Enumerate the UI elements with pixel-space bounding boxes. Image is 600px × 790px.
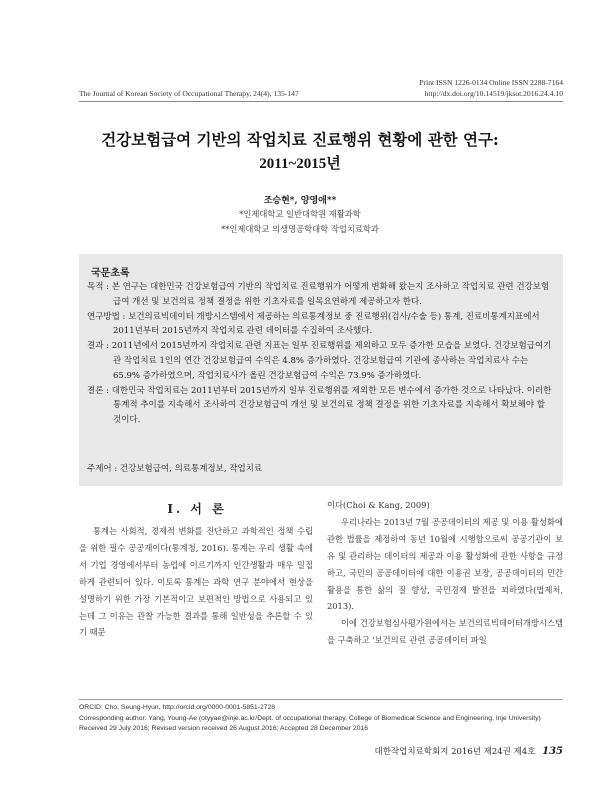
footnote-rule [79, 699, 563, 700]
body-paragraph: 우리나라는 2013년 7월 공공데이터의 제공 및 이용 활성화에 관한 법률을 제정하여 동년 10월에 시행함으로써 공공기관이 보유 및 관리하는 데이터의 제공과 이용 활성화에 관한 사항을 규정하고, 국민의 공공데이터에 대한 이용권 보장, 공공데이터의 민간 활용을 통한 삶의 질 향상, 국민경제 발전을 꾀하였다(법제처, 2013). [327, 516, 563, 612]
abstract-body [87, 280, 553, 428]
abstract-conclusion: 결론 : 대한민국 작업치료는 2011년부터 2015년까지 일부 진료행위를 제외한 모든 변수에서 증가한 것으로 나타났다. 이러한 통계적 추이를 지속해서 조사하여 건강보험급여 개선 및 보건의료 정책 결정을 위한 기초자료를 지속해서 확보해야 할 것이다. [87, 385, 552, 426]
body-paragraph: 통계는 사회적, 경제적 변화를 진단하고 과학적인 정책 수립을 위한 필수 공공재이다(통계청, 2016). 통계는 우리 생활 속에서 기업 경영에서부터 농업에 이르기까지 인간생활과 매우 밀접하게 관련되어 있다. 이토록 통계는 과학 연구 분야에서 현상을 설명하기 위한 가장 기본적이고 보편적인 방법으로 사용되고 있는데 그 이유는 관찰 가능한 결과를 통해 일반성을 추론할 수 있기 때문 [79, 526, 313, 638]
issn-line: Print ISSN 1226-0134 Online ISSN 2288-7164 [419, 78, 563, 87]
footnotes [79, 703, 563, 735]
abstract-methods: 연구방법 : 보건의료빅데이터 개방시스템에서 제공하는 의료통계정보 중 진료행위(검사/수술 등) 통계, 진료비통계지표에서 2011년부터 2015년까지 작업치료 관련 데이터를 수집하여 조사했다. [87, 311, 540, 337]
author-names: 조승현*, 양영애** [263, 196, 337, 206]
keywords: 주제어 : 건강보험급여, 의료통계정보, 작업치료 [87, 464, 263, 474]
corresponding-author-note: Corresponding author: Yang, Young-Ae (otyyae@inje.ac.kr/Dept. of occupational therapy, College of Biomedical Science and Engineering, Inje University) [79, 714, 541, 722]
body-column-left [79, 523, 313, 641]
header-rule [79, 101, 563, 102]
body-paragraph: 이에 건강보험심사평가원에서는 보건의료빅데이터개방시스템을 구축하고 '보건의료 관련 공공데이터 파일 [327, 618, 563, 646]
affiliation-1: *인제대학교 일반대학원 재활과학 [239, 209, 361, 219]
orcid-note: ORCID: Cho, Seung-Hyun, http://orcid.org/0000-0001-5851-2728 [79, 704, 276, 711]
abstract-heading: 국문초록 [91, 268, 130, 279]
paper-title: 건강보험급여 기반의 작업치료 진료행위 현황에 관한 연구: [101, 130, 499, 149]
received-dates-note: Received 29 July 2016; Revised version received 26 August 2016; Accepted 28 December 2016 [79, 725, 369, 733]
affiliation-2: **인제대학교 의생명공학대학 작업치료학과 [221, 224, 379, 234]
page-number: 135 [542, 746, 563, 757]
paper-subtitle: 2011~2015년 [259, 156, 341, 172]
abstract-results: 결과 : 2011년에서 2015년까지 작업치료 관련 지표는 일부 진료행위를 제외하고 모두 증가한 모습을 보였다. 건강보험급여기관 작업치료 1인의 연간 건강보험급여 수익은 4.8% 증가하였다. 건강보험급여 기관에 종사하는 작업치료사 수는 65.9% 증가하였으며, 작업치료사가 올린 건강보험급여 수익은 73.9% 증가하였다. [87, 341, 552, 381]
body-column-right [327, 497, 563, 649]
page-footer [375, 745, 564, 757]
footer-journal: 대한작업치료학회지 2016년 제24권 제4호 [374, 747, 536, 757]
journal-citation: The Journal of Korean Society of Occupational Therapy, 24(4), 135-147 [79, 89, 299, 98]
abstract-purpose: 목적 : 본 연구는 대한민국 건강보험급여 기반의 작업치료 진료행위가 어떻게 변화해 왔는지 조사하고 작업치료 관련 건강보험급여 개선 및 보건의료 정책 결정을 위한 기초자료를 일목요연하게 제공하고자 한다. [87, 282, 550, 307]
body-paragraph-continued: 이다(Choi & Kang, 2009) [327, 500, 430, 510]
section-title-introduction: Ⅰ. 서 론 [167, 502, 227, 516]
doi-link[interactable]: http://dx.doi.org/10.14519/jksot.2016.24.4.10 [424, 89, 563, 98]
